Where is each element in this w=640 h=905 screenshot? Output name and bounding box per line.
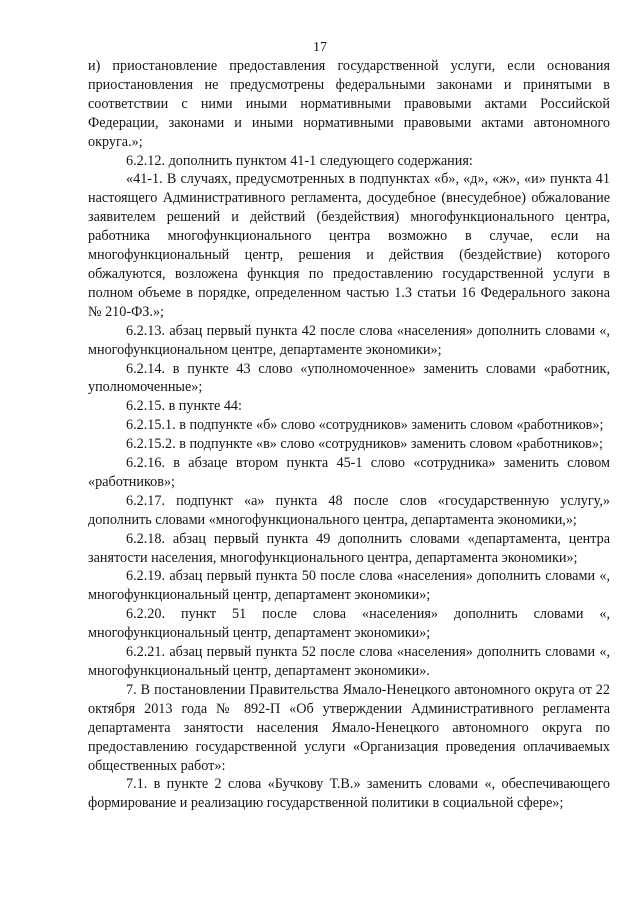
document-body <box>88 57 610 813</box>
paragraph: 6.2.18. абзац первый пункта 49 дополнить словами «департамента, центра занятости населения, многофункционального центра, департамента экономики»; <box>88 530 610 566</box>
paragraph: 6.2.15. в пункте 44: <box>126 398 242 415</box>
paragraph: 6.2.20. пункт 51 после слова «населения» дополнить словами «, многофункциональный центр, департамент экономики»; <box>88 606 610 642</box>
paragraph: 6.2.19. абзац первый пункта 50 после слова «населения» дополнить словами «, многофункциональный центр, департамент экономики»; <box>88 568 610 604</box>
paragraph: 6.2.15.2. в подпункте «в» слово «сотрудников» заменить словом «работников»; <box>126 436 603 453</box>
paragraph: «41-1. В случаях, предусмотренных в подпунктах «б», «д», «ж», «и» пункта 41 настоящего Административного регламента, досудебное (внесудебное) обжалование заявителем решений и действий (бездействия) многофункционального центра, работника многофункционального центра возможно в случае, если на многофункциональный центр, решения и действия (бездействие) которого обжалуются, возложена функция по предоставлению государственной услуги в полном объеме в порядке, определенном частью 1.3 статьи 16 Федерального закона № 210-ФЗ.»; <box>88 171 610 320</box>
paragraph: 6.2.13. абзац первый пункта 42 после слова «населения» дополнить словами «, многофункциональном центре, департаменте экономики»; <box>88 322 610 358</box>
paragraph: 7. В постановлении Правительства Ямало-Ненецкого автономного округа от 22 октября 2013 года № 892-П «Об утверждении Административного регламента департамента занятости населения Ямало-Ненецкого автономного округа по предоставлению государственной услуги «Организация проведения оплачиваемых общественных работ»: <box>88 681 610 774</box>
paragraph: 6.2.14. в пункте 43 слово «уполномоченное» заменить словами «работник, уполномоченные»; <box>88 360 610 396</box>
paragraph: 6.2.12. дополнить пунктом 41-1 следующего содержания: <box>126 152 473 169</box>
paragraph: 6.2.21. абзац первый пункта 52 после слова «населения» дополнить словами «, многофункциональный центр, департамент экономики». <box>88 644 610 679</box>
paragraph: 7.1. в пункте 2 слова «Бучкову Т.В.» заменить словами «, обеспечивающего формирование и реализацию государственной политики в социальной сфере»; <box>88 776 610 812</box>
paragraph: 6.2.16. в абзаце втором пункта 45-1 слово «сотрудника» заменить словом «работников»; <box>88 455 610 490</box>
paragraph: 6.2.17. подпункт «а» пункта 48 после слов «государственную услугу,» дополнить словами «многофункционального центра, департамента экономики,»; <box>88 492 610 528</box>
paragraph: 6.2.15.1. в подпункте «б» слово «сотрудников» заменить словом «работников»; <box>126 417 604 434</box>
paragraph: и) приостановление предоставления государственной услуги, если основания приостановления не предусмотрены федеральными законами и принятыми в соответствии с ними иными нормативными правовыми актами Российской Федерации, законами и иными нормативными правовыми актами автономного округа.»; <box>88 58 610 150</box>
page-number: 17 <box>313 40 327 55</box>
